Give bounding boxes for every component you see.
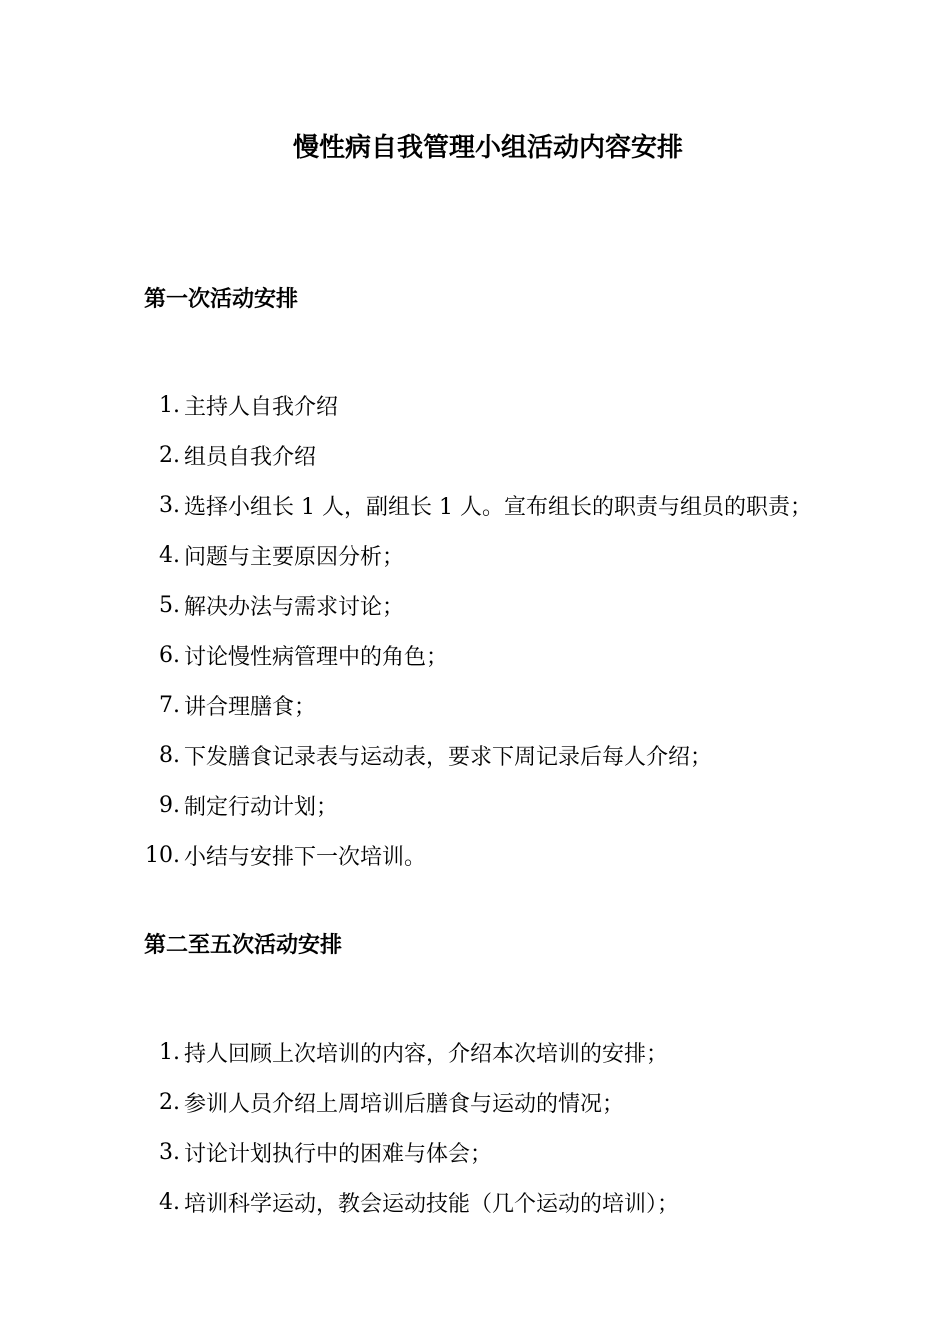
list-item-number: 2.: [159, 442, 180, 468]
list-item-number: 5.: [159, 592, 180, 618]
list-item: [140, 430, 930, 480]
list-item: [140, 830, 930, 880]
list-item-number: 1.: [159, 392, 180, 418]
list-item: [140, 730, 930, 780]
list-item-text: 讨论慢性病管理中的角色；: [184, 644, 449, 670]
list-item-text: 讨论计划执行中的困难与体会；: [184, 1141, 493, 1167]
list-item-text: 制定行动计划；: [184, 794, 339, 820]
list-item-number: 4.: [159, 542, 180, 568]
list-item-text: 问题与主要原因分析；: [184, 544, 405, 570]
list-item: [140, 380, 930, 430]
list-item: [140, 580, 930, 630]
document-title: 慢性病自我管理小组活动内容安排: [292, 133, 683, 163]
list-item: [140, 780, 930, 830]
list-item-text: 主持人自我介绍: [184, 394, 339, 420]
list-item-text: 选择小组长 1 人，副组长 1 人。宣布组长的职责与组员的职责；: [184, 494, 812, 520]
list-item-text: 小结与安排下一次培训。: [184, 844, 427, 870]
list-item-text: 持人回顾上次培训的内容，介绍本次培训的安排；: [184, 1041, 669, 1067]
list-item: [140, 630, 930, 680]
list-item-number: 2.: [159, 1089, 180, 1115]
list-item-number: 8.: [159, 742, 180, 768]
list-item: [140, 480, 930, 530]
list-item: [140, 680, 930, 730]
list-item-number: 3.: [159, 492, 180, 518]
list-item-number: 9.: [159, 792, 180, 818]
section-heading-first-activity: 第一次活动安排: [144, 286, 299, 312]
list-item-number: 4.: [159, 1189, 180, 1215]
list-item: [140, 1127, 930, 1177]
list-item: [140, 1027, 930, 1077]
list-item: [140, 530, 930, 580]
list-item-number: 7.: [159, 692, 180, 718]
list-item-text: 下发膳食记录表与运动表，要求下周记录后每人介绍；: [184, 744, 713, 770]
list-item-number: 3.: [159, 1139, 180, 1165]
list-item-text: 组员自我介绍: [184, 444, 317, 470]
list-item-number: 6.: [159, 642, 180, 668]
first-activity-list: [140, 380, 930, 880]
list-item-text: 解决办法与需求讨论；: [184, 594, 405, 620]
section-heading-second-to-fifth-activity: 第二至五次活动安排: [144, 932, 343, 958]
second-to-fifth-activity-list: [140, 1027, 930, 1227]
list-item: [140, 1077, 930, 1127]
list-item: [140, 1177, 930, 1227]
list-item-text: 参训人员介绍上周培训后膳食与运动的情况；: [184, 1091, 625, 1117]
list-item-number: 10.: [145, 842, 180, 868]
list-item-text: 讲合理膳食；: [184, 694, 317, 720]
list-item-text: 培训科学运动，教会运动技能（几个运动的培训）；: [184, 1191, 680, 1217]
list-item-number: 1.: [159, 1039, 180, 1065]
